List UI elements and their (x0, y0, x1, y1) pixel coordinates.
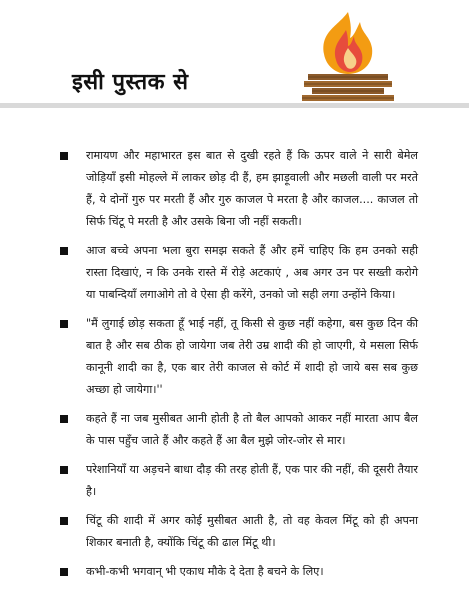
list-item-text: कहते हैं ना जब मुसीबत आनी होती है तो बैल आपको आकर नहीं मारता आप बैल के पास पहुँच जाते हैं और कहते हैं आ बैल मुझे जोर-जोर से मार। (86, 412, 418, 447)
list-item (58, 313, 418, 401)
list-item-text: "मैं लुगाई छोड़ सकता हूँ भाई नहीं, तू किसी से कुछ नहीं कहेगा, बस कुछ दिन की बात है और सब ठीक हो जायेगा जब तेरी उम्र शादी की हो जाएगी, ये मसला सिर्फ कानूनी शादी का है, एक बार तेरी काजल से कोर्ट में शादी हो जाये बस सब कुछ अच्छा हो जायेगा।'' (86, 317, 418, 396)
list-item (58, 240, 418, 306)
bullet-square-icon (60, 415, 68, 423)
bullet-square-icon (60, 320, 68, 328)
bullet-square-icon (60, 568, 68, 576)
list-item (58, 561, 418, 583)
list-item (58, 459, 418, 503)
page-title: इसी पुस्तक से (72, 70, 189, 95)
header-divider (0, 103, 469, 108)
bullet-square-icon (60, 247, 68, 255)
list-item-text: रामायण और महाभारत इस बात से दुखी रहते हैं कि ऊपर वाले ने सारी बेमेल जोड़ियाँ इसी मोहल्ले में लाकर छोड़ दी हैं, हम झाड़ूवाली और मछली वाली पर मरते हैं, ये दोनों गुरु पर मरती हैं और गुरु काजल पे मरता है और काजल.... काजल तो सिर्फ चिंटू पे मरती है और उसके बिना जी नहीं सकती। (86, 149, 418, 228)
bullet-square-icon (60, 466, 68, 474)
list-item (58, 510, 418, 554)
list-item-text: चिंटू की शादी में अगर कोई मुसीबत आती है, तो वह केवल मिंटू को ही अपना शिकार बनाती है, क्योंकि चिंटू की ढाल मिंटू थी। (86, 514, 418, 549)
list-item (58, 408, 418, 452)
list-item-text: आज बच्चे अपना भला बुरा समझ सकते हैं और हमें चाहिए कि हम उनको सही रास्ता दिखाएं, न कि उनके रास्ते में रोड़े अटकाएं , अब अगर उन पर सख्ती करोगे या पाबन्दियाँ लगाओगे तो वे ऐसा ही करेंगे, उनको जो सही लगा उन्होंने किया। (86, 244, 418, 301)
list-item-text: कभी-कभी भगवान् भी एकाध मौके दे देता है बचने के लिए। (86, 565, 324, 578)
quote-list (58, 145, 418, 590)
bullet-square-icon (60, 152, 68, 160)
list-item (58, 145, 418, 233)
fire-emblem-icon (302, 8, 394, 104)
bullet-square-icon (60, 517, 68, 525)
list-item-text: परेशानियाँ या अड़चने बाधा दौड़ की तरह होती हैं, एक पार की नहीं, की दूसरी तैयार है। (86, 463, 418, 498)
